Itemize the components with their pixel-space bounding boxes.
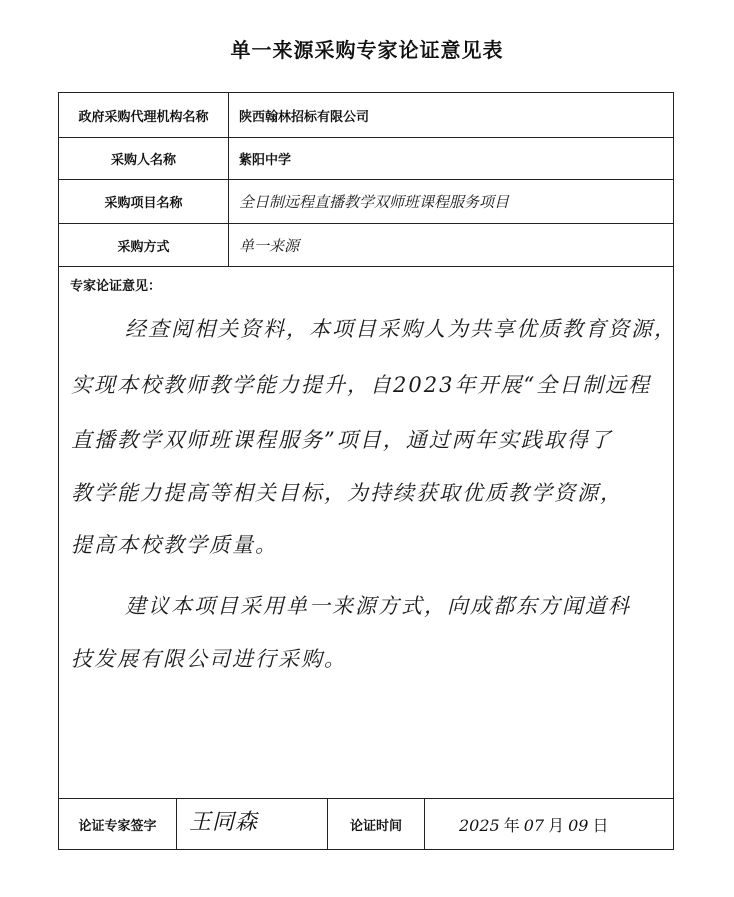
opinion-label: 专家论证意见： <box>70 279 162 294</box>
purchaser-row <box>59 138 673 180</box>
project-label: 采购项目名称 <box>59 180 229 223</box>
signature-label: 论证专家签字 <box>59 799 177 849</box>
opinion-line: 建议本项目采用单一来源方式，向成都东方闻道科 <box>125 594 631 618</box>
form-table <box>58 92 677 850</box>
agency-label: 政府采购代理机构名称 <box>59 93 229 137</box>
time-label: 论证时间 <box>327 799 425 849</box>
date-month: 07 <box>523 816 545 835</box>
review-date <box>459 813 612 836</box>
opinion-line: 直播教学双师班课程服务”项目，通过两年实践取得了 <box>71 428 613 452</box>
date-month-unit: 月 <box>548 816 565 835</box>
agency-value: 陕西翰林招标有限公司 <box>239 109 370 125</box>
method-value: 单一来源 <box>239 236 300 255</box>
opinion-line: 教学能力提高等相关目标，为持续获取优质教学资源， <box>71 481 623 505</box>
project-row <box>59 180 673 224</box>
expert-signature: 王同森 <box>189 810 259 835</box>
page-title: 单一来源采购专家论证意见表 <box>230 38 504 62</box>
project-value: 全日制远程直播教学双师班课程服务项目 <box>239 193 510 211</box>
date-year-unit: 年 <box>503 816 520 835</box>
opinion-line: 实现本校教师教学能力提升，自2023年开展“全日制远程 <box>71 373 652 397</box>
agency-row <box>59 93 673 138</box>
date-day-unit: 日 <box>592 816 609 835</box>
opinion-section <box>59 267 677 799</box>
method-row <box>59 224 673 267</box>
opinion-line: 经查阅相关资料，本项目采购人为共享优质教育资源， <box>125 317 677 341</box>
date-day: 09 <box>568 816 589 835</box>
method-label: 采购方式 <box>59 224 229 266</box>
purchaser-label: 采购人名称 <box>59 138 229 179</box>
date-year: 2025 <box>459 816 500 835</box>
opinion-line: 技发展有限公司进行采购。 <box>71 647 347 671</box>
purchaser-value: 紫阳中学 <box>239 153 292 168</box>
opinion-line: 提高本校教学质量。 <box>71 533 278 557</box>
signature-row <box>59 799 673 849</box>
